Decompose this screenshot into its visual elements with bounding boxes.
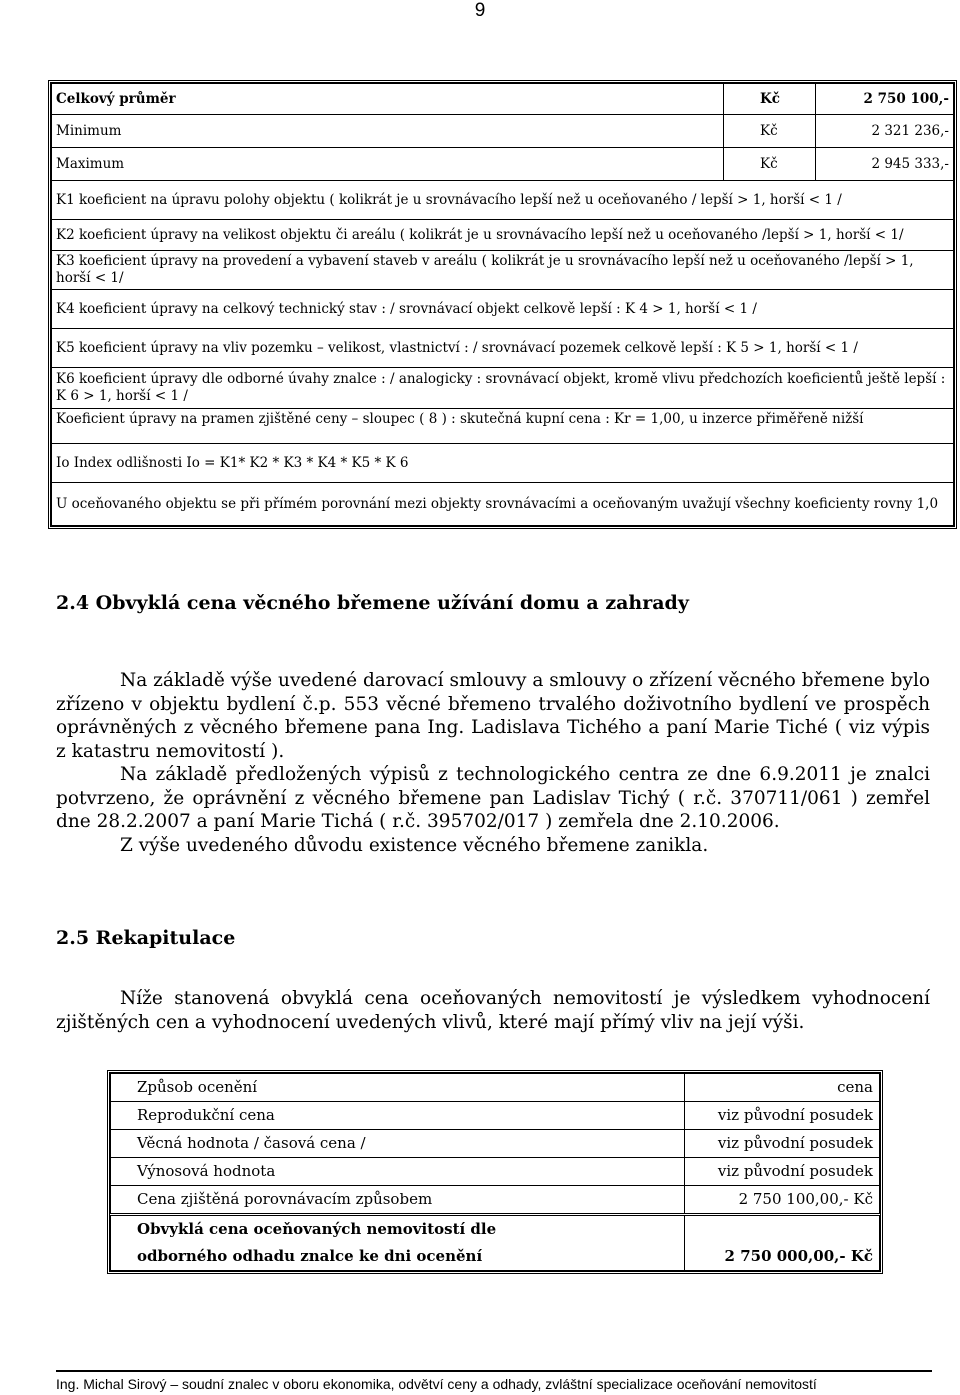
row-label: Způsob ocenění <box>111 1074 685 1102</box>
row-value: viz původní posudek <box>685 1130 880 1158</box>
section-heading-2-4: 2.4 Obvyklá cena věcného břemene užívání domu a zahrady <box>56 592 689 614</box>
row-value: 2 750 100,00,- Kč <box>685 1186 880 1215</box>
row-label: Věcná hodnota / časová cena / <box>111 1130 685 1158</box>
table-row-final <box>111 1215 880 1271</box>
table-row <box>111 1158 880 1186</box>
note-index: Io Index odlišnosti Io = K1* K2 * K3 * K4 * K5 * K 6 <box>52 444 954 483</box>
note-row <box>52 329 954 368</box>
note-row <box>52 181 954 220</box>
row-value: viz původní posudek <box>685 1158 880 1186</box>
table-row <box>52 84 954 115</box>
section-heading-2-5: 2.5 Rekapitulace <box>56 927 236 949</box>
table-row <box>111 1130 880 1158</box>
page-number: 9 <box>474 0 486 21</box>
table-row <box>111 1074 880 1102</box>
footer-rule <box>56 1370 932 1372</box>
recapitulation-table <box>107 1070 883 1274</box>
note-k6: K6 koeficient úpravy dle odborné úvahy znalce : / analogicky : srovnávací objekt, kromě vlivu předchozích koeficientů ještě lepší : K 6 > 1, horší < 1 / <box>52 368 954 409</box>
note-row <box>52 251 954 290</box>
paragraph: Níže stanovená obvyklá cena oceňovaných nemovitostí je výsledkem vyhodnocení zjištěných cen a vyhodnocení uvedených vlivů, které mají přímý vliv na její výši. <box>56 988 930 1033</box>
row-value: viz původní posudek <box>685 1102 880 1130</box>
row-label: Reprodukční cena <box>111 1102 685 1130</box>
table-row <box>111 1186 880 1215</box>
section-2-5-body <box>56 987 930 1034</box>
note-k4: K4 koeficient úpravy na celkový technický stav : / srovnávací objekt celkově lepší : K 4 > 1, horší < 1 / <box>52 290 954 329</box>
paragraph: Z výše uvedeného důvodu existence věcného břemene zanikla. <box>120 834 709 856</box>
final-value: 2 750 000,00,- Kč <box>685 1215 880 1271</box>
row-value: 2 945 333,- <box>816 148 954 181</box>
row-label: Celkový průměr <box>52 84 724 115</box>
paragraph: Na základě předložených výpisů z technologického centra ze dne 6.9.2011 je znalci potvrzeno, že oprávnění z věcného břemene pan Ladislav Tichý ( r.č. 370711/061 ) zemřel dne 28.2.2007 a paní Marie Tichá ( r.č. 395702/017 ) zemřela dne 2.10.2006. <box>56 764 930 832</box>
note-k1: K1 koeficient na úpravu polohy objektu ( kolikrát je u srovnávacího lepší než u oceňovaného / lepší > 1, horší < 1 / <box>52 181 954 220</box>
table-row <box>111 1102 880 1130</box>
note-source-coefficient: Koeficient úpravy na pramen zjištěné ceny – sloupec ( 8 ) : skutečná kupní cena : Kr = 1,00, u inzerce přiměřeně nižší <box>52 409 954 444</box>
row-label: Minimum <box>52 115 724 148</box>
table-row <box>52 115 954 148</box>
row-currency: Kč <box>724 84 816 115</box>
note-conclusion: U oceňovaného objektu se při přímém porovnání mezi objekty srovnávacími a oceňovaným uvažují všechny koeficienty rovny 1,0 <box>52 483 954 526</box>
note-k2: K2 koeficient úpravy na velikost objektu či areálu ( kolikrát je u srovnávacího lepší než u oceňovaného /lepší > 1, horší < 1/ <box>52 220 954 251</box>
row-value: 2 750 100,- <box>816 84 954 115</box>
row-currency: Kč <box>724 148 816 181</box>
note-row <box>52 220 954 251</box>
row-currency: Kč <box>724 115 816 148</box>
note-row <box>52 483 954 526</box>
paragraph: Na základě výše uvedené darovací smlouvy a smlouvy o zřízení věcného břemene bylo zřízeno v objektu bydlení č.p. 553 věcné břemeno trvalého doživotního bydlení ve prospěch oprávněných z věcného břemene pana Ing. Ladislava Tichého a paní Marie Tiché ( viz výpis z katastru nemovitostí ). <box>56 670 930 762</box>
row-label: Maximum <box>52 148 724 181</box>
note-row <box>52 409 954 444</box>
note-row <box>52 444 954 483</box>
table-row <box>52 148 954 181</box>
row-value: 2 321 236,- <box>816 115 954 148</box>
final-label: Obvyklá cena oceňovaných nemovitostí dle odborného odhadu znalce ke dni ocenění <box>111 1215 685 1271</box>
note-row <box>52 290 954 329</box>
comparison-summary-table <box>48 80 957 529</box>
note-row <box>52 368 954 409</box>
footer-text: Ing. Michal Sirový – soudní znalec v oboru ekonomika, odvětví ceny a odhady, zvláštní specializace oceňování nemovitostí <box>56 1376 817 1392</box>
section-2-4-body <box>56 669 930 857</box>
note-k3: K3 koeficient úpravy na provedení a vybavení staveb v areálu ( kolikrát je u srovnávacího lepší než u oceňovaného /lepší > 1, horší < 1/ <box>52 251 954 290</box>
row-label: Cena zjištěná porovnávacím způsobem <box>111 1186 685 1215</box>
row-label: Výnosová hodnota <box>111 1158 685 1186</box>
note-k5: K5 koeficient úpravy na vliv pozemku – velikost, vlastnictví : / srovnávací pozemek celkově lepší : K 5 > 1, horší < 1 / <box>52 329 954 368</box>
row-value: cena <box>685 1074 880 1102</box>
